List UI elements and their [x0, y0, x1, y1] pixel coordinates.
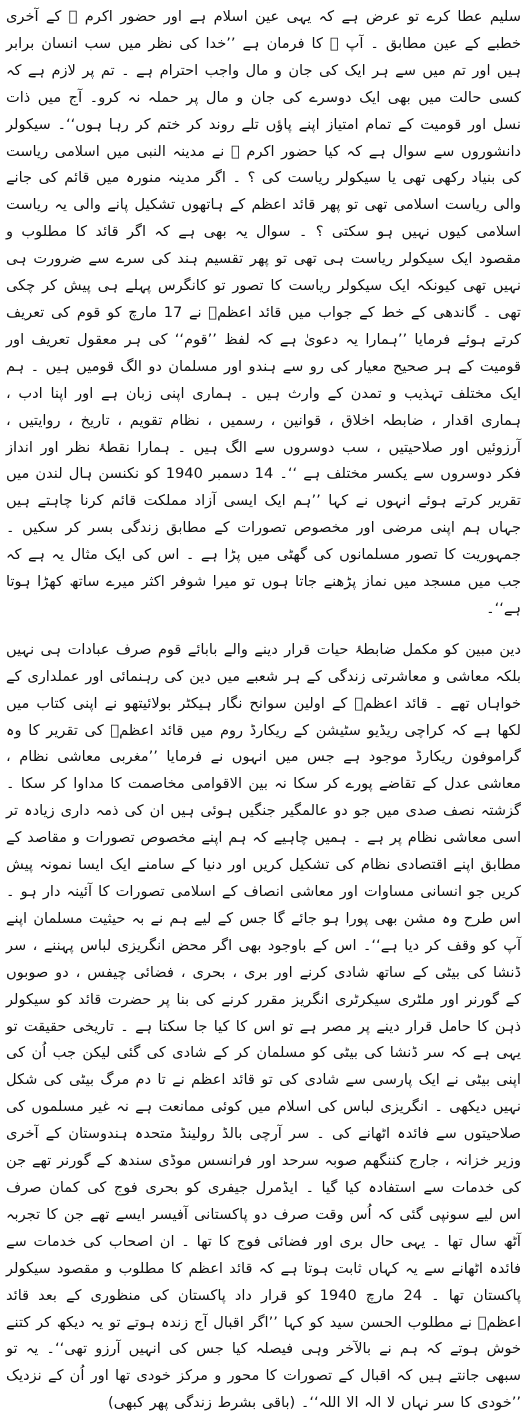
article-paragraph-1: سلیم عطا کرے تو عرض ہے کہ یہی عین اسلام ہے اور حضور اکرم ﷺ کے آخری خطبے کے عین مطابق ۔ آپ ﷺ کا فرمان ہے ’’خدا کی نظر میں سب انسان برابر ہیں اور تم میں سے ہر ایک کی جان و مال واجب احترام ہے ۔ تم پر لازم ہے کہ کسی حالت میں بھی ایک دوسرے کی جان و مال پر حملہ نہ کرو۔ آج میں ذات نسل اور قومیت کے تمام امتیاز اپنے پاؤں تلے روند کر ختم کر رہا ہوں‘‘۔ سیکولر دانشوروں سے سوال ہے کہ کیا حضور اکرم ﷺ نے مدینہ النبی میں اسلامی ریاست کی بنیاد رکھی تھی یا سیکولر ریاست کی ؟ ۔ اگر مدینہ منورہ میں قائم کی جانے والی ریاست اسلامی تھی تو پھر قائد اعظم کے ہاتھوں تشکیل پانے والی یہ ریاست اسلامی کیوں نہیں ہو سکتی ؟ ۔ سوال یہ بھی ہے کہ اگر قائد کا مطلوب و مقصود ایک سیکولر ریاست ہی تھی تو پھر تقسیم ہند کی سرے سے ضرورت ہی نہیں تھی کیونکہ ایک سیکولر ریاست کا تصور تو کانگرس پہلے ہی پیش کر چکی تھی ۔ گاندھی کے خط کے جواب میں قائد اعظمؒ نے 17 مارچ کو قوم کی تعریف کرتے ہوئے فرمایا ’’ہمارا یہ دعویٰ ہے کہ لفظ ’’قوم‘‘ کی ہر معقول تعریف اور قومیت کے ہر صحیح معیار کی رو سے ہندو اور مسلمان دو الگ قومیں ہیں ۔ ہم ایک مختلف تہذیب و تمدن کے وارث ہیں ۔ ہماری اپنی زبان ہے اور اپنا ادب ، ہماری اقدار ، ضابطہ اخلاق ، قوانین ، رسمیں ، نظام تقویم ، تاریخ ، روایتیں ، آرزوئیں اور صلاحیتیں ، سب دوسروں سے الگ ہیں ۔ ہمارا نقطۂ نظر اور انداز فکر دوسروں سے یکسر مختلف ہے ‘‘۔ 14 دسمبر 1940 کو نکنسن ہال لندن میں تقریر کرتے ہوئے انہوں نے کہا ’’ہم ایک ایسی آزاد مملکت قائم کرنا چاہتے ہیں جہاں ہم اپنی مرضی اور مخصوص تصورات کے مطابق زندگی بسر کر سکیں ۔ جمہوریت کا تصور مسلمانوں کی گھٹی میں پڑا ہے ۔ اس کی ایک مثال یہ ہے کہ جب میں مسجد میں نماز پڑھنے جاتا ہوں تو میرا شوفر اکثر میرے ساتھ کھڑا ہوتا ہے‘‘۔ [6, 8, 522, 617]
article-paragraph-2: دین مبین کو مکمل ضابطۂ حیات قرار دینے والے بابائے قوم صرف عبادات ہی نہیں بلکہ معاشی و معاشرتی زندگی کے ہر شعبے میں دین کی رہنمائی اور عملداری کے خواہاں تھے ۔ قائد اعظمؒ کے اولین سوانح نگار ہیکٹر بولائیتھو نے اپنی کتاب میں لکھا ہے کہ کراچی ریڈیو سٹیشن کے ریکارڈ روم میں قائد اعظمؒ کی تقریر کا وہ گراموفون ریکارڈ موجود ہے جس میں انہوں نے فرمایا ’’مغربی معاشی نظام ، معاشی عدل کے تقاضے پورے کر سکا نہ بین الاقوامی مخاصمت کا مداوا کر سکا ۔ گزشتہ نصف صدی میں جو دو عالمگیر جنگیں ہوئی ہیں ان کی ذمہ داری زیادہ تر اسی معاشی نظام پر ہے ۔ ہمیں چاہیے کہ ہم اپنے مخصوص تصورات و مقاصد کے مطابق اپنے اقتصادی نظام کی تشکیل کریں اور دنیا کے سامنے ایک ایسا نمونہ پیش کریں جو انسانی مساوات اور معاشی انصاف کے اسلامی تصورات کا آئینہ دار ہو ۔ اس طرح وہ مشن بھی پورا ہو جائے گا جس کے لیے ہم نے بہ حیثیت مسلمان اپنے آپ کو وقف کر دیا ہے‘‘۔ اس کے باوجود بھی اگر محض انگریزی لباس پہننے ، سر ڈنشا کی بیٹی کے ساتھ شادی کرنے اور بری ، بحری ، فضائی چیفس ، دو صوبوں کے گورنر اور ملٹری سیکرٹری انگریز مقرر کرنے کی بنا پر حضرت قائد کو سیکولر ذہن کا حامل قرار دینے پر مصر ہے تو اس کا کیا جا سکتا ہے ۔ تاریخی حقیقت تو یہی ہے کہ سر ڈنشا کی بیٹی کو مسلمان کر کے شادی کی گئی لیکن جب اُن کی اپنی بیٹی نے ایک پارسی سے شادی کی تو قائد اعظم نے تا دم مرگ بیٹی کی شکل نہیں دیکھی ۔ انگریزی لباس کی اسلام میں کوئی ممانعت ہے نہ غیر مسلموں کی صلاحیتوں سے فائدہ اٹھانے کی ۔ سر آرچی بالڈ رولینڈ متحدہ ہندوستان کے آخری وزیر خزانہ ، جارج کننگھم صوبہ سرحد اور فرانسس موڈی سندھ کے گورنر تھے جن کی خدمات سے استفادہ کیا گیا ۔ ایڈمرل جیفری کو بحری فوج کی کمان صرف اس لیے سونپی گئی کہ اُس وقت صرف دو پاکستانی آفیسر ایسے تھے جن کا تجربہ آٹھ سال تھا ۔ یہی حال بری اور فضائی فوج کا تھا ۔ ان اصحاب کی خدمات سے فائدہ اٹھانے سے یہ کہاں ثابت ہوتا ہے کہ قائد اعظم کا مطلوب و مقصود سیکولر پاکستان تھا ۔ 24 مارچ 1940 کو قرار داد پاکستان کی منظوری کے بعد قائد اعظمؒ نے مطلوب الحسن سید کو کہا ’’اگر اقبال آج زندہ ہوتے تو یہ دیکھ کر کتنے خوش ہوتے کہ ہم نے بالآخر وہی فیصلہ کیا جس کی انہیں آرزو تھی‘‘۔ یہ تو سبھی جانتے ہیں کہ اقبال کے تصورات کا محور و مرکز خودی تھا اور اُن کے نزدیک ’’خودی کا سر نہاں لا الہ الا اللہ‘‘۔ (باقی بشرط زندگی پھر کبھی) [6, 640, 521, 1412]
